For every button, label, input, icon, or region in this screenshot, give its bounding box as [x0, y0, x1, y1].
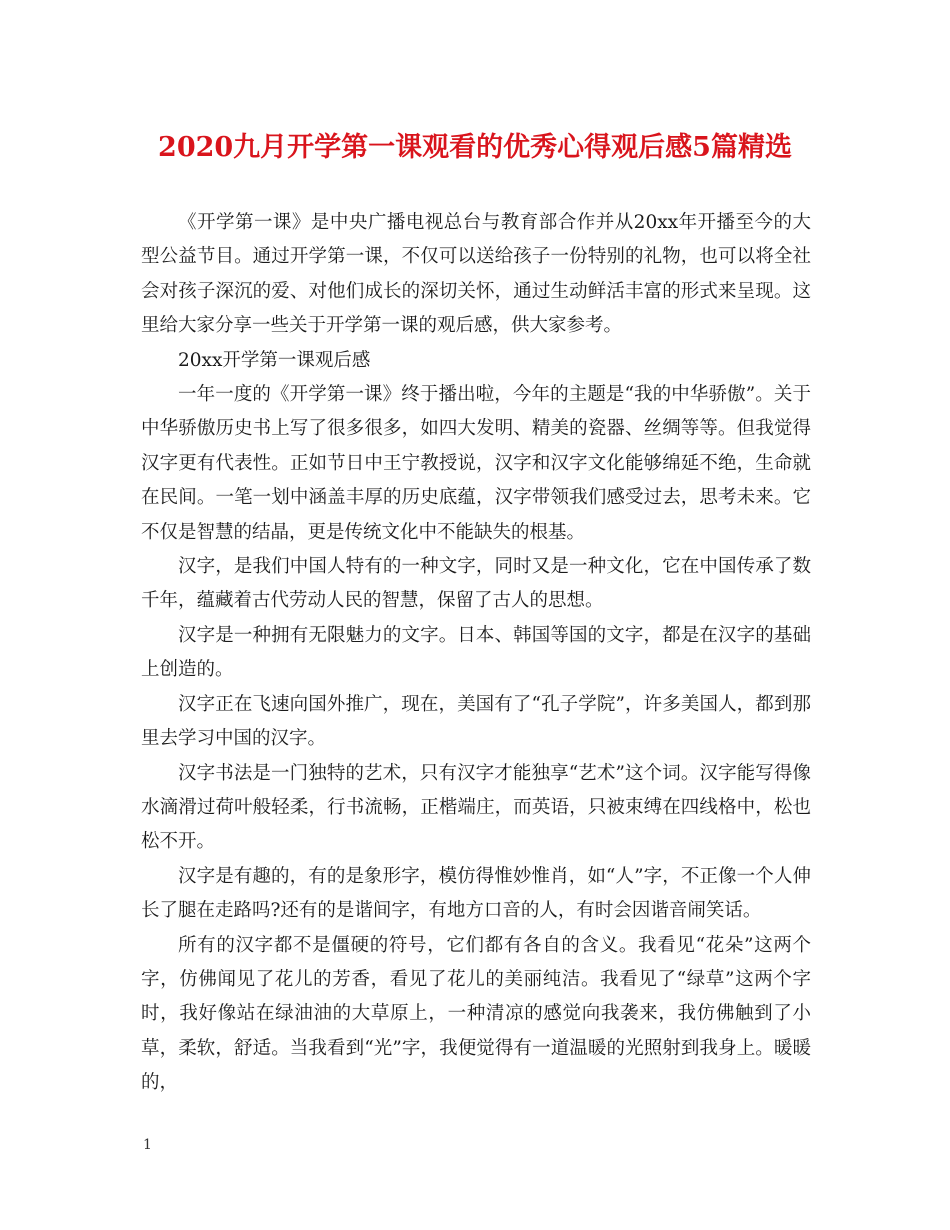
document-title: 2020九月开学第一课观看的优秀心得观后感5篇精选 — [158, 132, 792, 163]
section-heading: 20xx开学第一课观后感 — [178, 349, 371, 371]
document-body — [141, 206, 811, 1101]
paragraph: 一年一度的《开学第一课》终于播出啦，今年的主题是“我的中华骄傲”。关于中华骄傲历史书上写了很多很多，如四大发明、精美的瓷器、丝绸等等。但我觉得汉字更有代表性。正如节日中王宁教授说，汉字和汉字文化能够绵延不绝，生命就在民间。一笔一划中涵盖丰厚的历史底蕴，汉字带领我们感受过去，思考未来。它不仅是智慧的结晶，更是传统文化中不能缺失的根基。 — [141, 384, 811, 543]
paragraph: 汉字是有趣的，有的是象形字，模仿得惟妙惟肖，如“人”字，不正像一个人伸长了腿在走路吗?还有的是谐间字，有地方口音的人，有时会因谐音闹笑话。 — [141, 865, 811, 922]
paragraph: 所有的汉字都不是僵硬的符号，它们都有各自的含义。我看见“花朵”这两个字，仿佛闻见了花儿的芳香，看见了花儿的美丽纯洁。我看见了“绿草”这两个字时，我好像站在绿油油的大草原上，一种清凉的感觉向我袭来，我仿佛触到了小草，柔软，舒适。当我看到“光”字，我便觉得有一道温暖的光照射到我身上。暖暖的， — [141, 934, 811, 1094]
paragraph: 汉字书法是一门独特的艺术，只有汉字才能独享“艺术”这个词。汉字能写得像水滴滑过荷叶般轻柔，行书流畅，正楷端庄，而英语，只被束缚在四线格中，松也松不开。 — [141, 762, 811, 853]
page-number: 1 — [143, 1137, 152, 1153]
paragraph: 汉字正在飞速向国外推广，现在，美国有了“孔子学院”，许多美国人，都到那里去学习中国的汉字。 — [141, 693, 811, 750]
paragraph: 汉字是一种拥有无限魅力的文字。日本、韩国等国的文字，都是在汉字的基础上创造的。 — [141, 624, 811, 681]
paragraph-intro: 《开学第一课》是中央广播电视总台与教育部合作并从20xx年开播至今的大型公益节目。通过开学第一课，不仅可以送给孩子一份特别的礼物，也可以将全社会对孩子深沉的爱、对他们成长的深切关怀，通过生动鲜活丰富的形式来呈现。这里给大家分享一些关于开学第一课的观后感，供大家参考。 — [141, 212, 811, 337]
paragraph: 汉字，是我们中国人特有的一种文字，同时又是一种文化，它在中国传承了数千年，蕴藏着古代劳动人民的智慧，保留了古人的思想。 — [141, 556, 811, 612]
